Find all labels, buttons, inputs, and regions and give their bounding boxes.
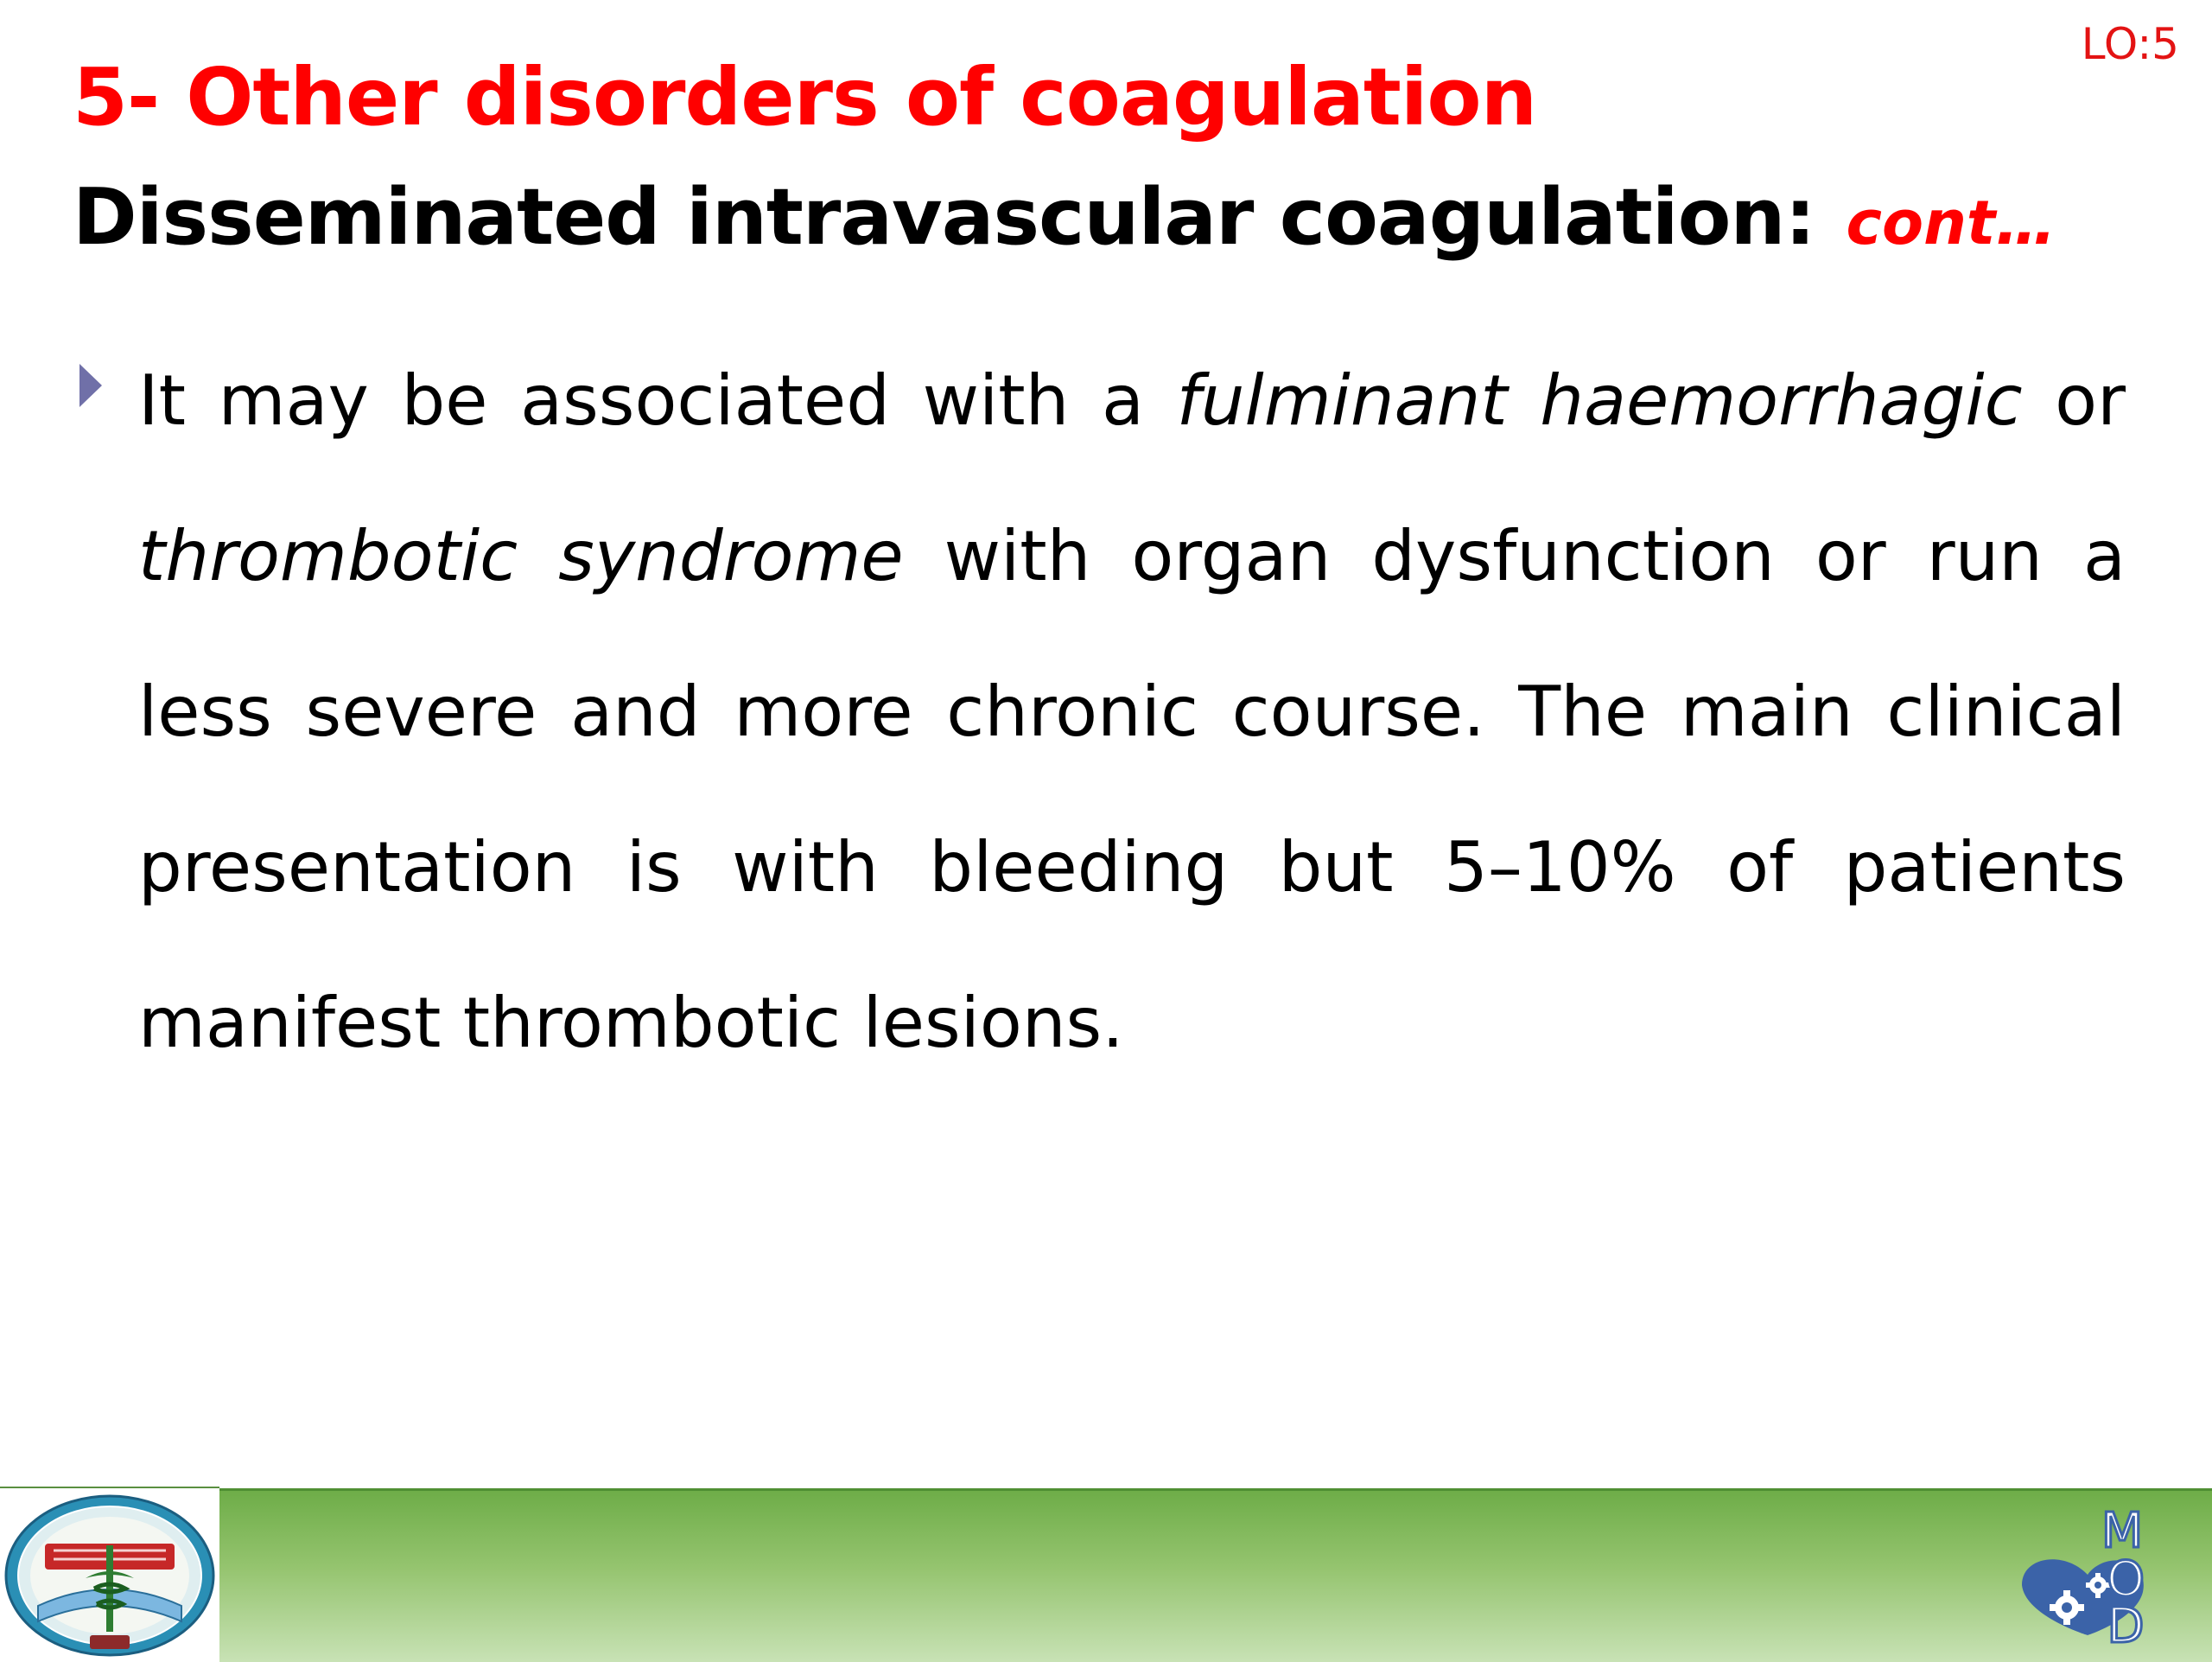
bullet-italic-thrombotic: thrombotic syndrome	[138, 516, 904, 596]
mod-letter-o: O	[2106, 1551, 2145, 1608]
bullet-paragraph	[138, 323, 2126, 1101]
bullet-text-part-2: or	[2022, 360, 2126, 441]
mod-logo	[2005, 1506, 2177, 1644]
slide-footer	[0, 1487, 2212, 1659]
bullet-text-part-1: It may be associated with a	[138, 360, 1177, 441]
subtitle-text: Disseminated intravascular coagulation:	[73, 172, 1815, 263]
bullet-text-part-3: with organ dysfunction or run a less severe and more chronic course. The main clinical presentation is with bleeding but 5–10% of patients manifest thrombotic lesions.	[138, 516, 2126, 1063]
subtitle-continued: cont…	[1846, 188, 2056, 258]
slide-subtitle	[73, 172, 2056, 263]
slide-title: 5- Other disorders of coagulation	[73, 51, 1537, 143]
learning-objective-tag: LO:5	[2081, 19, 2179, 69]
bullet-triangle-icon	[79, 364, 102, 407]
footer-green-bar	[219, 1488, 2212, 1662]
mod-letter-m: M	[2101, 1506, 2144, 1559]
college-seal-logo	[3, 1493, 216, 1658]
footer-logo-box	[0, 1487, 219, 1661]
bullet-italic-fulminant: fulminant haemorrhagic	[1176, 360, 2023, 441]
mod-letter-d: D	[2107, 1598, 2145, 1644]
